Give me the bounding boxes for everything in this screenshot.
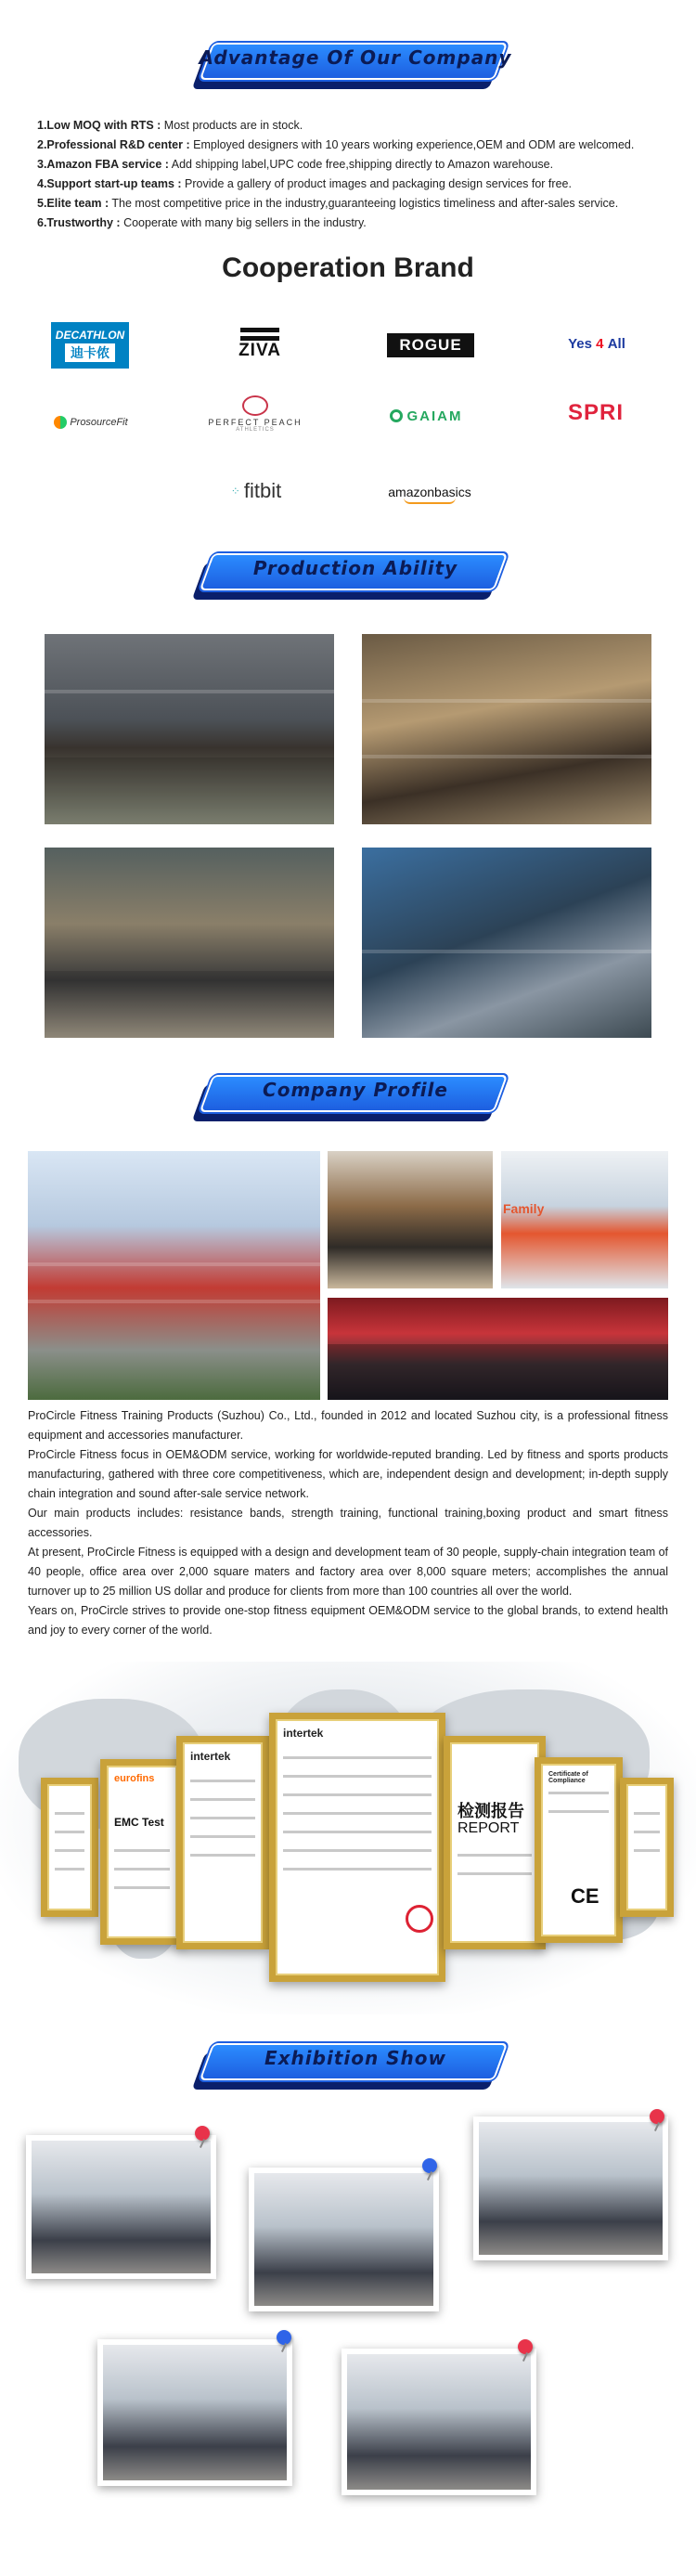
section-banner-production — [193, 548, 503, 602]
advantage-list — [37, 116, 668, 233]
exhibition-photo — [26, 2135, 216, 2279]
profile-paragraph: Our main products includes: resistance bands, strength training, functional training,boxing product and smart fitness accessories. — [28, 1507, 668, 1539]
prosourcefit-logo: ProsourceFit — [45, 408, 137, 436]
profile-paragraph: At present, ProCircle Fitness is equipped with a design and development team of 30 people, supply-chain integration team of 40 people, office area over 2,000 square maters and factory area over 8,000 square meters; accomplishes the annual turnover up to 25 million US dollar and produce for clients from more than 100 countries all over the world. — [28, 1546, 668, 1598]
ziva-mark-icon — [240, 328, 279, 341]
spri-logo: SPRI — [567, 400, 624, 425]
gaiam-logo: GAIAM — [384, 402, 468, 430]
amazon-smile-icon — [404, 498, 456, 504]
pushpin-icon — [422, 2158, 437, 2173]
certificate-6: Certificate of Compliance CE — [535, 1757, 623, 1943]
prosource-swirl-icon — [54, 416, 67, 429]
profile-paragraph: ProCircle Fitness focus in OEM&ODM service, working for worldwide-reputed branding. Led by fitness and sports products manufacturing, gathered with three core competitiveness, which are, independent design and development; in-depth supply chain integration and sound after-sale service network. — [28, 1448, 668, 1500]
section-title: Production Ability — [252, 557, 458, 579]
certificate-4: intertek — [269, 1713, 445, 1982]
fitbit-dots-icon: ⁘ — [230, 485, 239, 498]
pushpin-icon — [650, 2109, 664, 2124]
advantage-item: 2.Professional R&D center : Employed designers with 10 years working experience,OEM and ODM are welcomed. — [37, 138, 635, 151]
exhibition-photo — [342, 2349, 536, 2495]
advantage-item: 1.Low MOQ with RTS : Most products are in stock. — [37, 119, 303, 132]
certificate-1 — [41, 1778, 98, 1917]
wooden-crates-photo — [362, 634, 651, 824]
perfect-peach-logo: PERFECT PEACH ATHLETICS — [195, 392, 316, 436]
advantage-item: 5.Elite team : The most competitive price in the industry,guaranteeing logistics timeliness and after-sales service. — [37, 197, 619, 210]
section-banner-profile — [193, 1069, 503, 1123]
peach-icon — [242, 395, 268, 416]
certificate-2: eurofins EMC Test — [100, 1759, 184, 1945]
lobby-sign-text: Family — [503, 1201, 545, 1216]
pushpin-icon — [277, 2330, 291, 2345]
section-title: Exhibition Show — [264, 2047, 447, 2069]
amazonbasics-logo: amazonbasics — [379, 475, 481, 512]
office-lobby-photo — [501, 1151, 668, 1288]
profile-paragraph: Years on, ProCircle strives to provide one-stop fitness equipment OEM&ODM service to the global brands, to extend health and joy to every corner of the world. — [28, 1604, 668, 1637]
warehouse-photo — [45, 634, 334, 824]
pushpin-icon — [518, 2339, 533, 2354]
certificate-7 — [620, 1778, 674, 1917]
gaiam-sun-icon — [390, 409, 403, 422]
ziva-logo: ZIVA — [227, 324, 292, 365]
fitbit-logo: ⁘ fitbit — [230, 479, 282, 502]
section-title: Advantage Of Our Company — [199, 46, 512, 69]
decathlon-logo: DECATHLON 迪卡侬 — [51, 322, 129, 369]
advantage-item: 3.Amazon FBA service : Add shipping label,UPC code free,shipping directly to Amazon warehouse. — [37, 158, 554, 171]
ce-mark: CE — [571, 1884, 599, 1908]
laser-cutting-machine-photo — [362, 848, 651, 1038]
certificate-5: 检测报告 REPORT — [444, 1736, 546, 1949]
section-banner-advantage — [193, 37, 512, 91]
advantage-item: 4.Support start-up teams : Provide a gallery of product images and packaging design services for free. — [37, 177, 572, 190]
certificate-3: intertek — [176, 1736, 269, 1949]
company-profile-text — [28, 1406, 668, 1640]
packed-goods-photo — [45, 848, 334, 1038]
pushpin-icon — [195, 2126, 210, 2141]
team-group-photo — [328, 1298, 668, 1400]
exhibition-photo — [473, 2116, 668, 2260]
showroom-shelf-photo — [328, 1151, 493, 1288]
exhibition-photo — [249, 2168, 439, 2311]
exhibition-photo — [97, 2339, 292, 2486]
certificate-seal-icon — [406, 1905, 433, 1933]
yes4all-logo: Yes 4 All — [568, 335, 625, 352]
profile-paragraph: ProCircle Fitness Training Products (Suzhou) Co., Ltd., founded in 2012 and located Suzhou city, is a professional fitness equipment and accessories manufacturer. — [28, 1409, 668, 1442]
cooperation-brand-title: Cooperation Brand — [222, 252, 474, 283]
rogue-logo: ROGUE — [387, 333, 474, 357]
section-banner-exhibition — [193, 2038, 503, 2091]
section-title: Company Profile — [263, 1079, 448, 1101]
advantage-item: 6.Trustworthy : Cooperate with many big sellers in the industry. — [37, 216, 367, 229]
company-building-photo — [28, 1151, 320, 1400]
